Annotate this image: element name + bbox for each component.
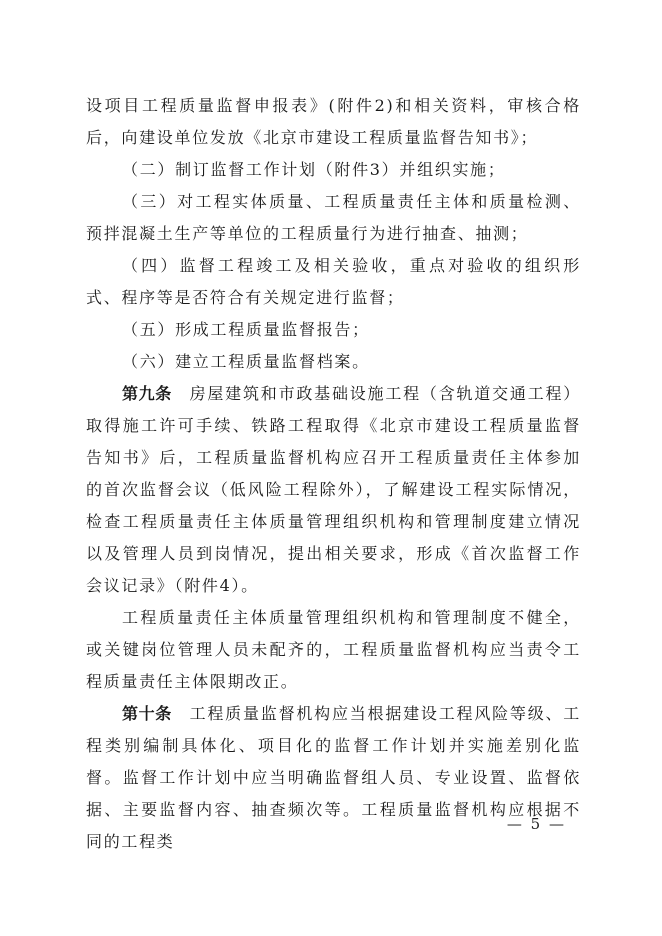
document-body	[86, 90, 581, 858]
article-9-text: 房屋建筑和市政基础设施工程（含轨道交通工程）取得施工许可手续、铁路工程取得《北京市建设工程质量监督告知书》后，工程质量监督机构应召开工程质量责任主体参加的首次监督会议（低风险工程除外），了解建设工程实际情况，检查工程质量责任主体质量管理组织机构和管理制度建立情况以及管理人员到岗情况，提出相关要求，形成《首次监督工作会议记录》（附件4）。	[86, 384, 581, 595]
paragraph-continuation: 设项目工程质量监督申报表》(附件2)和相关资料，审核合格后，向建设单位发放《北京市建设工程质量监督告知书》；	[86, 96, 581, 147]
paragraph-article-10	[86, 698, 581, 858]
paragraph-item-3: （三）对工程实体质量、工程质量责任主体和质量检测、预拌混凝土生产等单位的工程质量行为进行抽查、抽测；	[86, 192, 581, 243]
article-10-text: 工程质量监督机构应当根据建设工程风险等级、工程类别编制具体化、项目化的监督工作计划并实施差别化监督。监督工作计划中应当明确监督组人员、专业设置、监督依据、主要监督内容、抽查频次等。工程质量监督机构应根据不同的工程类	[86, 704, 581, 851]
paragraph-article-9-supplement: 工程质量责任主体质量管理组织机构和管理制度不健全，或关键岗位管理人员未配齐的，工程质量监督机构应当责令工程质量责任主体限期改正。	[86, 608, 581, 691]
article-heading-9: 第九条	[122, 384, 172, 403]
paragraph-article-9	[86, 378, 581, 602]
paragraph-item-2: （二）制订监督工作计划（附件3）并组织实施；	[122, 160, 506, 179]
article-heading-10: 第十条	[122, 704, 172, 723]
paragraph-item-4: （四）监督工程竣工及相关验收，重点对验收的组织形式、程序等是否符合有关规定进行监督；	[86, 256, 581, 307]
page-number: — 5 —	[506, 815, 566, 833]
paragraph-item-5: （五）形成工程质量监督报告；	[122, 320, 370, 339]
paragraph-item-6: （六）建立工程质量监督档案。	[122, 352, 370, 371]
